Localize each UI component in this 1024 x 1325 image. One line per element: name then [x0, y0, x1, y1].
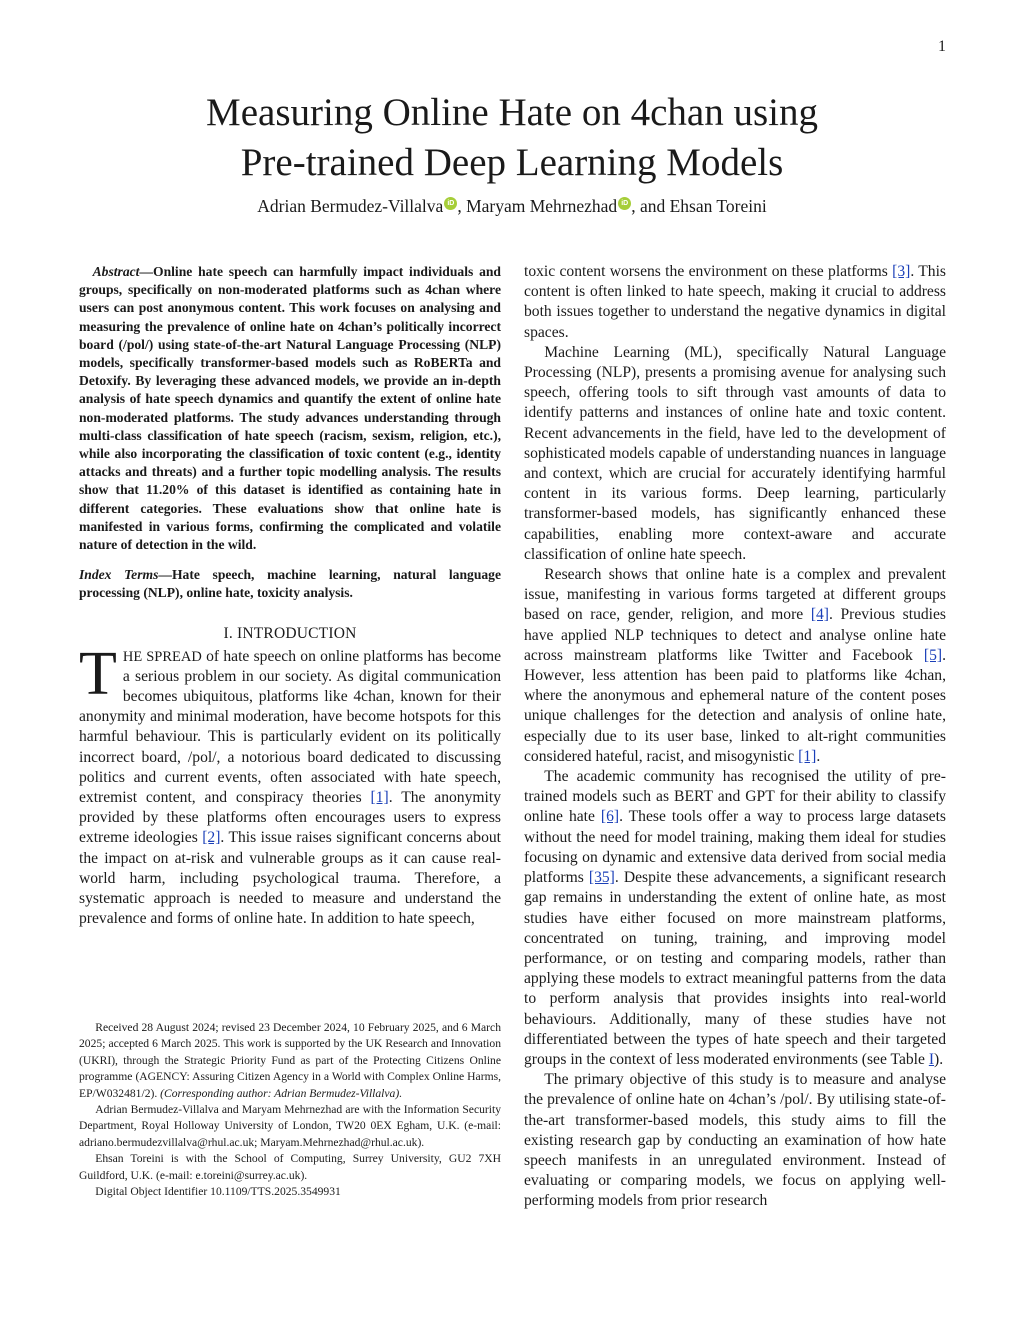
footnote-text: Received 28 August 2024; revised 23 December 2024, 10 February 2025, and 6 March 2025; accepted 6 March 2025. This work is supported by the UK Research and Innovation (UKRI), through the Strategic Priority Fund as part of the Protecting Citizens Online programme (AGENCY: Assuring Citizen Agency in a World with Complex Online Harms, EP/W032481/2). — [79, 1021, 501, 1100]
abstract-dash: — — [139, 264, 154, 279]
citation-link[interactable]: [1] — [798, 747, 817, 765]
body-paragraph — [524, 565, 946, 767]
title-line-1: Measuring Online Hate on 4chan using — [206, 91, 818, 134]
orcid-icon[interactable]: iD — [444, 197, 457, 210]
drop-cap: T — [79, 639, 117, 708]
paper-title — [0, 88, 1024, 188]
footnote-affiliation-2: Ehsan Toreini is with the School of Computing, Surrey University, GU2 7XH Guildford, U.K. (e-mail: e.toreini@surrey.ac.uk). — [79, 1152, 501, 1182]
abstract-label: Abstract — [92, 264, 140, 279]
body-paragraph: The primary objective of this study is to measure and analyse the prevalence of online hate on 4chan’s /pol/. By utilising state-of-the-art transformer-based models, this study aims to fill the existing research gap by conducting an examination of how hate speech manifests in an unregulated environment. Instead of evaluating or comparing models, we focus on applying well-performing models from prior research — [524, 1071, 946, 1210]
intro-smallcaps: HE SPREAD — [122, 648, 202, 665]
body-text: . Previous studies have applied NLP techniques to detect and analyse online hate across mainstream platforms like Twitter and Facebook — [524, 606, 946, 664]
body-text: . These tools offer a way to process large datasets without the need for model training, making them ideal for studies focusing on dynamic and extensive data derived from social media platforms — [524, 808, 946, 887]
body-text: toxic content worsens the environment on these platforms — [524, 263, 893, 280]
citation-link[interactable]: [6] — [600, 808, 620, 826]
body-paragraph — [524, 767, 946, 1070]
citation-link[interactable]: [2] — [202, 829, 221, 847]
table-link[interactable]: I — [928, 1050, 935, 1068]
page-number: 1 — [938, 38, 946, 55]
citation-link[interactable]: [4] — [810, 606, 829, 624]
corresponding-author: (Corresponding author: Adrian Bermudez-Villalva). — [160, 1086, 403, 1100]
intro-text: . This issue raises significant concerns about the impact on at-risk and vulnerable groups as it can cause real-world harm, including psychological trauma. Therefore, a systematic approach is needed to measure and understand the prevalence and forms of online hate. In addition to hate speech, — [79, 829, 502, 928]
author-separator: , and — [631, 196, 670, 216]
author-1: Adrian Bermudez-Villalva — [257, 196, 444, 216]
author-list — [0, 196, 1024, 217]
abstract-text: Online hate speech can harmfully impact individuals and groups, specifically on non-moderated platforms such as 4chan where users can post anonymous content. This work focuses on analysing and measuring the prevalence of online hate on 4chan’s politically incorrect board (/pol/) using state-of-the-art Natural Language Processing (NLP) models, specifically transformer-based models such as RoBERTa and Detoxify. By leveraging these advanced models, we provide an in-depth analysis of hate speech dynamics and quantify the extent of online hate non-moderated platforms. The study advances understanding through multi-class classification of hate speech (racism, sexism, religion, etc.), while also incorporating the classification of toxic content (e.g., identity attacks and threats) and a further topic modelling analysis. The results show that 11.20% of this dataset is identified as containing hate in different categories. These evaluations show that online hate is manifested in various forms, confirming the complicated and volatile nature of detection in the wild. — [79, 264, 501, 553]
author-separator: , — [457, 196, 467, 216]
body-text: . — [816, 747, 821, 765]
footnote-affiliation-1: Adrian Bermudez-Villalva and Maryam Mehrnezhad are with the Information Security Department, Royal Holloway University of London, TW20 0EX Egham, U.K. (e-mail: adriano.bermudezvillalva@rhul.ac.uk; Maryam.Mehrnezhad@rhul.ac.uk). — [79, 1103, 501, 1149]
footnote-doi: Digital Object Identifier 10.1109/TTS.2025.3549931 — [95, 1185, 341, 1199]
intro-text: of hate speech on online platforms has become a serious problem in our society. As digital communication becomes ubiquitous, platforms like 4chan, known for their anonymity and minimal moderation, have become hotspots for this harmful behaviour. This is particularly evident on its politically incorrect board, /pol/, a notorious board dedicated to discussing politics and current events, often associated with hate speech, extremist content, and conspiracy theories — [79, 647, 501, 807]
body-paragraph — [524, 262, 946, 343]
intro-paragraph — [79, 639, 502, 930]
body-text: The academic community has recognised the utility of pre-trained models such as BERT and GPT for their ability to classify online hate — [524, 768, 946, 826]
citation-link[interactable]: [1] — [370, 789, 389, 807]
body-text: ). — [934, 1050, 944, 1068]
index-terms — [79, 566, 501, 602]
citation-link[interactable]: [5] — [923, 646, 943, 664]
body-paragraph: Machine Learning (ML), specifically Natural Language Processing (NLP), presents a promising avenue for analysing such speech, offering tools to sift through vast amounts of data to identify patterns and instances of online hate and toxic content. Recent advancements in the field, have led to the development of sophisticated models capable of understanding nuances in language and context, which are crucial for accurately identifying harmful content in its various forms. Deep learning, particularly transformer-based models, has significantly enhanced these capabilities, enabling more context-aware and accurate classification of online hate speech. — [524, 343, 946, 563]
footnotes — [79, 1020, 501, 1200]
intro-text: . The anonymity provided by these platforms often encourages users to express extreme ideologies — [79, 789, 501, 847]
body-text: . This content is often linked to hate speech, making it crucial to address both issues together to understand the negative dynamics in digital spaces. — [524, 263, 946, 341]
author-2: Maryam Mehrnezhad — [466, 196, 618, 216]
body-text: . Despite these advancements, a significant research gap remains in understanding the extent of online hate, as most studies have either focused on more mainstream platforms, concentrated on tuning, training, and improving model performance, or on testing and comparing models, rather than applying these models to extract meaningful patterns from the data to perform analysis that provides insights into real-world behaviours. Additionally, many of these studies have not differentiated between the types of hate speech and their targeted groups in the context of less moderated environments (see Table — [524, 869, 946, 1068]
right-column — [524, 262, 946, 1212]
body-text: Research shows that online hate is a complex and prevalent issue, manifesting in various forms targeted at different groups based on race, gender, religion, and more — [524, 566, 946, 624]
abstract — [79, 263, 501, 554]
index-terms-label: Index Terms — [79, 567, 159, 583]
footnote-received — [79, 1020, 501, 1102]
body-text: . However, less attention has been paid to platforms like 4chan, where the anonymous and ephemeral nature of the content poses unique challenges for the detection and analysis of online hate, especially due to its user base, linked to alt-right communities considered hateful, racist, and misogynistic — [524, 646, 946, 765]
citation-link[interactable]: [35] — [588, 869, 615, 887]
title-line-2: Pre-trained Deep Learning Models — [240, 141, 784, 184]
left-column — [79, 263, 501, 930]
orcid-icon[interactable]: iD — [618, 197, 631, 210]
section-heading-introduction: I. INTRODUCTION — [223, 624, 357, 642]
citation-link[interactable]: [3] — [892, 263, 911, 280]
index-terms-dash: — — [158, 567, 172, 583]
index-terms-text: Hate speech, machine learning, natural language processing (NLP), online hate, toxicity analysis. — [79, 567, 502, 601]
author-3: Ehsan Toreini — [669, 196, 767, 216]
